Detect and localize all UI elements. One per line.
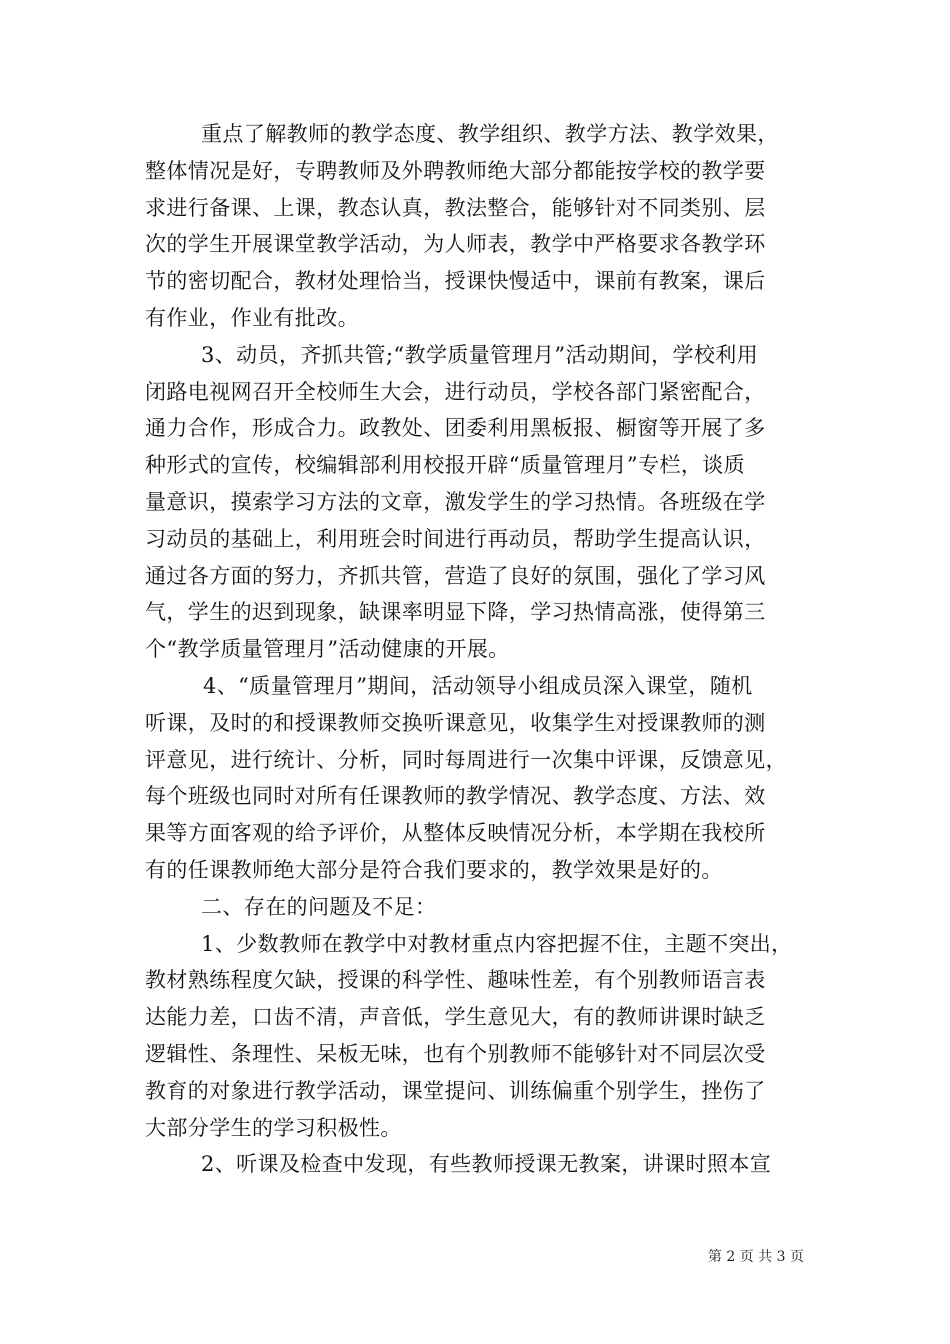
text-line: 量意识，摸索学习方法的文章，激发学生的学习热情。各班级在学 [145,489,766,514]
text-line: 教材熟练程度欠缺，授课的科学性、趣味性差，有个别教师语言表 [145,968,766,993]
text-line: 次的学生开展课堂教学活动，为人师表，教学中严格要求各教学环 [145,232,766,257]
text-line: 求进行备课、上课，教态认真，教法整合，能够针对不同类别、层 [145,195,766,220]
text-line: 教育的对象进行教学活动，课堂提问、训练偏重个别学生，挫伤了 [145,1078,766,1103]
text-line: 达能力差，口齿不清，声音低，学生意见大，有的教师讲课时缺乏 [145,1005,766,1030]
text-line: 评意见，进行统计、分析，同时每周进行一次集中评课，反馈意见， [145,747,787,772]
text-line: 果等方面客观的给予评价，从整体反映情况分析，本学期在我校所 [145,821,766,846]
text-line: 通过各方面的努力，齐抓共管，营造了良好的氛围，强化了学习风 [145,563,766,588]
text-line: 习动员的基础上，利用班会时间进行再动员，帮助学生提高认识， [145,526,766,551]
section-heading: 二、存在的问题及不足： [201,894,437,919]
text-line: 有作业，作业有批改。 [145,305,359,330]
text-line: 种形式的宣传，校编辑部利用校报开辟“质量管理月”专栏，谈质 [145,453,746,478]
text-line: 每个班级也同时对所有任课教师的教学情况、教学态度、方法、效 [145,784,766,809]
text-line: 通力合作，形成合力。政教处、团委利用黑板报、橱窗等开展了多 [145,416,766,441]
page-number: 第 2 页 共 3 页 [707,1249,804,1265]
text-line: 闭路电视网召开全校师生大会，进行动员，学校各部门紧密配合， [145,379,766,404]
text-line: 节的密切配合，教材处理恰当，授课快慢适中，课前有教案，课后 [145,269,766,294]
document-body [145,116,810,1183]
text-line: 3、动员，齐抓共管;“教学质量管理月”活动期间，学校利用 [201,342,759,367]
text-line: 整体情况是好，专聘教师及外聘教师绝大部分都能按学校的教学要 [145,158,766,183]
text-line: 重点了解教师的教学态度、教学组织、教学方法、教学效果， [201,122,779,146]
text-line: 1、少数教师在教学中对教材重点内容把握不住，主题不突出， [201,931,793,956]
text-line: 有的任课教师绝大部分是符合我们要求的，教学效果是好的。 [145,857,723,882]
text-line: 4、“质量管理月”期间，活动领导小组成员深入课堂，随机 [203,673,753,698]
text-line: 2、听课及检查中发现，有些教师授课无教案，讲课时照本宣 [201,1152,772,1177]
text-line: 个“教学质量管理月”活动健康的开展。 [145,637,510,662]
text-line: 听课，及时的和授课教师交换听课意见，收集学生对授课教师的测 [145,710,766,735]
text-line: 气，学生的迟到现象，缺课率明显下降，学习热情高涨，使得第三 [145,600,766,625]
text-line: 逻辑性、条理性、呆板无味，也有个别教师不能够针对不同层次受 [145,1041,766,1066]
text-line: 大部分学生的学习积极性。 [145,1115,402,1140]
